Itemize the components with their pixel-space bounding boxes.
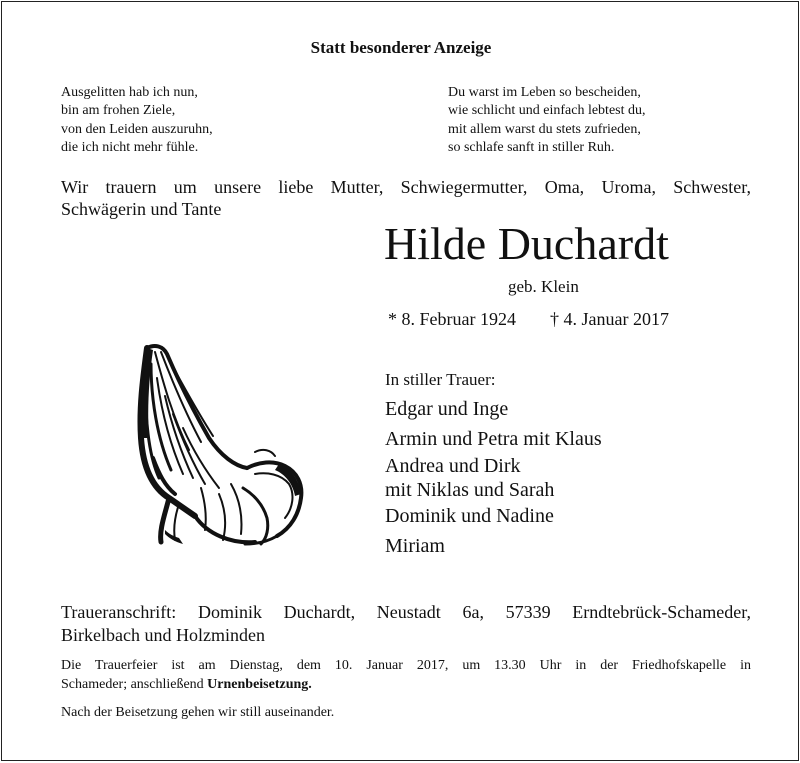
- mourner-entry: Edgar und Inge: [385, 398, 509, 420]
- intro-line: Schwägerin und Tante: [61, 199, 222, 219]
- praying-hands-icon: [135, 338, 307, 546]
- poem-right-line: Du warst im Leben so bescheiden,: [448, 85, 641, 100]
- poem-left: [61, 84, 213, 157]
- service-line: [61, 676, 751, 695]
- obituary-notice: [1, 1, 799, 761]
- address-line: Birkelbach und Holzminden: [61, 625, 265, 645]
- address-line: Traueranschrift: Dominik Duchardt, Neustadt 6a, 57339 Erndtebrück-Schameder,: [61, 602, 751, 622]
- service-text: Schameder; anschließend: [61, 676, 208, 692]
- notice-heading: Statt besonderer Anzeige: [310, 38, 492, 57]
- poem-right: [448, 84, 646, 157]
- poem-right-line: so schlafe sanft in stiller Ruh.: [448, 139, 615, 155]
- maiden-name: geb. Klein: [508, 277, 579, 296]
- death-date: † 4. Januar 2017: [550, 309, 669, 329]
- condolence-address: [61, 601, 751, 647]
- birth-date: * 8. Februar 1924: [388, 309, 516, 329]
- mourners-label: In stiller Trauer:: [385, 370, 496, 389]
- intro-line: Wir trauern um unsere liebe Mutter, Schwiegermutter, Oma, Uroma, Schwester,: [61, 177, 751, 197]
- intro-text: [61, 176, 751, 220]
- mourners-list: [385, 395, 602, 561]
- poem-left-line: bin am frohen Ziele,: [61, 103, 176, 119]
- service-info: [61, 657, 751, 694]
- deceased-name: Hilde Duchardt: [384, 218, 669, 269]
- service-line: Die Trauerfeier ist am Dienstag, dem 10. Januar 2017, um 13.30 Uhr in der Friedhofskapelle in: [61, 658, 751, 673]
- mourner-entry: Dominik und Nadine: [385, 505, 554, 527]
- mourner-entry: Miriam: [385, 534, 445, 557]
- poem-left-line: von den Leiden auszuruhn,: [61, 121, 213, 137]
- poem-right-line: mit allem warst du stets zufrieden,: [448, 121, 641, 137]
- closing-text: Nach der Beisetzung gehen wir still auseinander.: [61, 705, 335, 720]
- mourner-entry: Armin und Petra mit Klaus: [385, 427, 602, 450]
- poem-left-line: die ich nicht mehr fühle.: [61, 139, 199, 155]
- mourner-entry: Andrea und Dirk: [385, 455, 521, 477]
- poem-right-line: wie schlicht und einfach lebtest du,: [448, 103, 646, 119]
- poem-left-line: Ausgelitten hab ich nun,: [61, 85, 198, 100]
- urn-burial-text: Urnenbeisetzung.: [207, 676, 312, 692]
- mourner-entry: mit Niklas und Sarah: [385, 479, 555, 501]
